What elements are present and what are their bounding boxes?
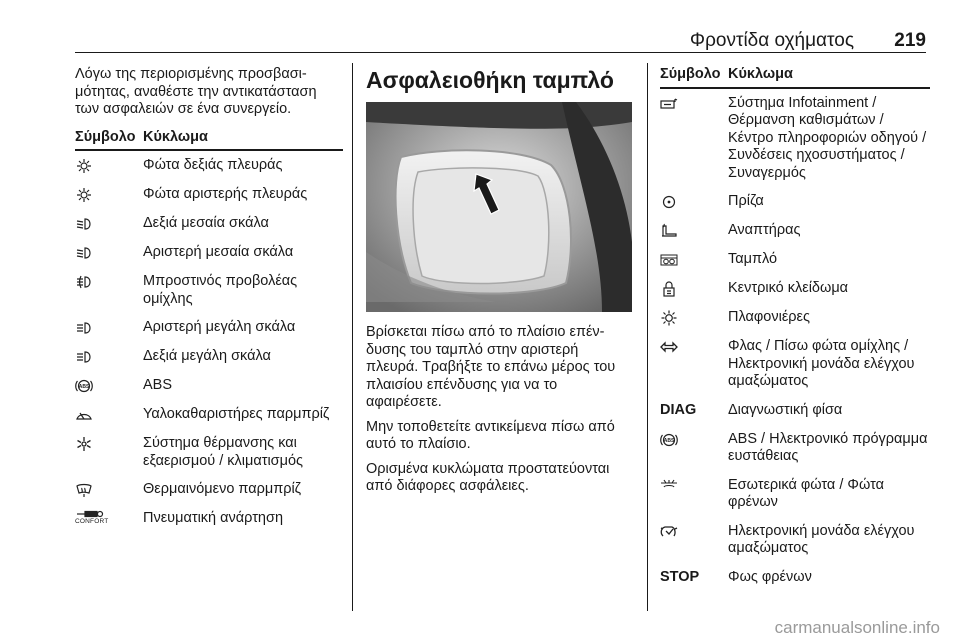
page-header	[75, 30, 926, 52]
climate-fan-icon	[75, 435, 143, 453]
intro-text: Λόγω της περιορισμένης προσβασιμότητας, αναθέστε την αντικατάσταση των ασφαλειών σε ένα συνεργείο.	[75, 66, 317, 117]
paragraph-location: Βρίσκεται πίσω από το πλαίσιο επένδυσης του ταμπλό στην αριστερή πλευρά. Τραβήξτε το επάνω μέρος του πλαισίου επένδυσης για να το αφαιρέσετε.	[366, 324, 616, 410]
table-row: Υαλοκαθαριστήρες παρμπρίζ	[75, 406, 343, 424]
symbol-column-header: Σύμβολο	[75, 128, 136, 145]
right-column	[660, 66, 930, 587]
svg-text:ABS: ABS	[663, 437, 675, 444]
table-row: Ηλεκτρονική μονάδα ελέγχου αμαξώματος	[660, 523, 930, 558]
svg-text:ABS: ABS	[78, 384, 90, 390]
left-column	[75, 66, 343, 528]
instrument-panel-icon	[660, 251, 728, 269]
table-row: DIAG Διαγνωστική φίσα	[660, 401, 843, 418]
heated-windscreen-icon	[75, 481, 143, 499]
left-side-light-icon	[75, 186, 143, 204]
table-row: Σύστημα Infotainment / Θέρμανση καθισμάτων / Κέντρο πληροφοριών οδηγού / Συνδέσεις ηχοσυστήματος / Συναγερμός	[660, 95, 930, 183]
instrument-panel-fuse-cover-photo	[366, 102, 632, 312]
abs-icon	[75, 377, 143, 395]
table-row: Αριστερή μεσαία σκάλα	[75, 244, 343, 262]
table-row: Δεξιά μεγάλη σκάλα	[75, 348, 343, 366]
header-rule	[75, 52, 926, 53]
wiper-icon	[75, 406, 143, 424]
front-fog-light-icon	[75, 273, 143, 291]
page-title: Φροντίδα οχήματος	[689, 30, 854, 51]
rear-fog-light-icon	[660, 338, 728, 356]
cigarette-lighter-icon	[660, 222, 728, 240]
table-row: Πρίζα	[660, 193, 930, 211]
fuse-table-header	[75, 129, 343, 152]
table-row: Φλας / Πίσω φώτα ομίχλης / Ηλεκτρονική μονάδα ελέγχου αμαξώματος	[660, 338, 930, 391]
table-row: Θερμαινόμενο παρμπρίζ	[75, 481, 343, 499]
infotainment-icon	[660, 95, 728, 113]
table-row: Φώτα δεξιάς πλευράς	[75, 157, 343, 175]
section-title: Ασφαλειοθήκη ταμπλό	[366, 67, 614, 93]
circuit-column-header: Κύκλωμα	[728, 66, 793, 82]
paragraph-warning: Μην τοποθετείτε αντικείμενα πίσω από αυτό το πλαίσιο.	[366, 418, 615, 452]
table-row: Αναπτήρας	[660, 222, 930, 240]
circuit-column-header: Κύκλωμα	[143, 128, 208, 145]
fuse-table-header	[660, 66, 930, 89]
footer-watermark: carmanualsonline.info	[774, 618, 940, 637]
table-row: Κεντρικό κλείδωμα	[660, 280, 930, 298]
table-row: Εσωτερικά φώτα / Φώτα φρένων	[660, 477, 930, 512]
table-row: Ταμπλό	[660, 251, 930, 269]
right-side-light-icon	[75, 157, 143, 175]
symbol-column-header: Σύμβολο	[660, 66, 721, 82]
stop-symbol: STOP	[660, 568, 700, 585]
low-beam-right-icon	[75, 215, 143, 233]
page-number: 219	[894, 30, 926, 51]
table-row: Μπροστινός προβολέας ομίχλης	[75, 273, 343, 308]
comfort-suspension-icon	[75, 510, 143, 525]
table-row: Πλαφονιέρες	[660, 309, 930, 327]
table-row: CONFORT Πνευματική ανάρτηση	[75, 510, 284, 526]
body-control-module-icon	[660, 523, 728, 541]
power-socket-icon	[660, 193, 728, 211]
brake-interior-light-icon	[660, 477, 728, 495]
interior-light-icon	[660, 309, 728, 327]
table-row: Σύστημα θέρμανσης και εξαερισμού / κλιματισμός	[75, 435, 343, 470]
column-divider-left	[352, 63, 353, 611]
low-beam-left-icon	[75, 244, 143, 262]
high-beam-right-icon	[75, 348, 143, 366]
middle-column	[366, 66, 634, 503]
table-row: Αριστερή μεγάλη σκάλα	[75, 319, 343, 337]
table-row: Φώτα αριστερής πλευράς	[75, 186, 343, 204]
abs-icon	[660, 431, 728, 449]
paragraph-circuits: Ορισμένα κυκλώματα προστατεύονται από διάφορες ασφάλειες.	[366, 460, 610, 494]
table-row: ABS ABS / Ηλεκτρονικό πρόγραμμα ευστάθειας	[660, 431, 930, 466]
column-divider-right	[647, 63, 648, 611]
table-row: STOP Φως φρένων	[660, 568, 812, 585]
table-row: ABS ABS	[75, 377, 343, 395]
table-row: Δεξιά μεσαία σκάλα	[75, 215, 343, 233]
high-beam-left-icon	[75, 319, 143, 337]
comfort-label: CONFORT	[75, 518, 109, 525]
diag-symbol: DIAG	[660, 401, 697, 418]
central-locking-icon	[660, 280, 728, 298]
